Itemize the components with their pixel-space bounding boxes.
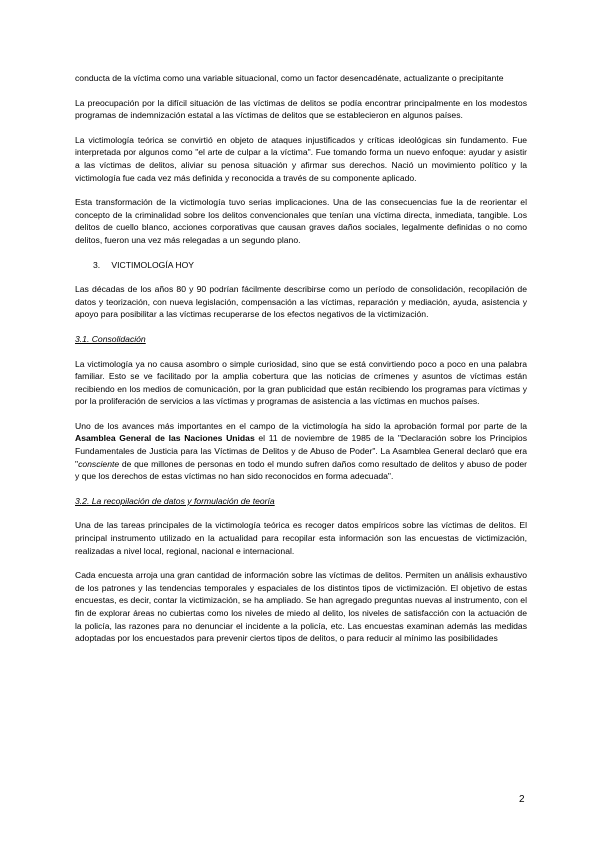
bold-text: Asamblea General de las Naciones Unidas [75,433,255,444]
subsection-heading: 3.2. La recopilación de datos y formulación de teoría [75,495,275,506]
section-heading [93,259,527,272]
section-number: 3. [93,259,101,270]
paragraph [75,420,527,483]
paragraph: Cada encuesta arroja una gran cantidad de información sobre las víctimas de delitos. Permiten un análisis exhaustivo de los patrones y las tendencias temporales y espaciales de los distintos tipos de victimización. El objetivo de estas encuestas, es decir, contar la victimización, se ha ampliado. Se han agregado preguntas nuevas al instrumento, con el fin de explorar áreas no cubiertas como los niveles de miedo al delito, los niveles de satisfacción con la actuación de la policía, las razones para no denunciar el incidente a la policía, etc. Las encuestas examinan además las medidas adoptadas por los encuestados para prevenir ciertos tipos de delitos, o para reducir al mínimo las posibilidades [75,570,527,644]
paragraph: Las décadas de los años 80 y 90 podrían fácilmente describirse como un período de consolidación, recopilación de datos y teorización, con nueva legislación, compensación a las víctimas, reparación y mediación, ayuda, asistencia y apoyo para posibilitar a las víctimas recuperarse de los efectos negativos de la victimización. [75,284,527,320]
subsection-heading: 3.1. Consolidación [75,333,146,344]
paragraph: Una de las tareas principales de la victimología teórica es recoger datos empíricos sobre las víctimas de delitos. El principal instrumento utilizado en la actualidad para recopilar esta información son las encuestas de victimización, realizadas a nivel local, regional, nacional e internacional. [75,520,527,556]
paragraph: La victimología ya no causa asombro o simple curiosidad, sino que se está convirtiendo poco a poco en una palabra familiar. Esto se ve facilitado por la amplia cobertura que las noticias de crímenes y asuntos de víctimas están recibiendo en los medios de comunicación, por la gran publicidad que están recibiendo los programas para víctimas y por la proliferación de servicios a las víctimas y programas de asistencia a las víctimas en muchos países. [75,358,527,407]
section-title: VICTIMOLOGÍA HOY [111,259,195,270]
italic-text: consciente [78,458,120,469]
paragraph: Esta transformación de la victimología tuvo serias implicaciones. Una de las consecuencias fue la de reorientar el concepto de la criminalidad sobre los delitos convencionales que tenían una víctima directa, inmediata, tangible. Los delitos de cuello blanco, acciones corporativas que causan graves daños sociales, legalmente definidas o no como delitos, fueron una vez más relegadas a un segundo plano. [75,197,527,245]
paragraph: La preocupación por la difícil situación de las víctimas de delitos se podía encontrar principalmente en los modestos programas de indemnización estatal a las víctimas de delitos que se establecieron en algunos países. [75,97,527,121]
text-run: Uno de los avances más importantes en el campo de la victimología ha sido la aprobación formal por parte de la [75,420,527,431]
document-body [75,72,527,657]
text-run: el 11 de noviembre de 1985 de la "Declaración sobre los Principios Fundamentales de Justicia para las Víctimas de Delitos y de Abuso de Poder". La Asamblea General declaró que era " [75,433,527,469]
page-number: 2 [519,794,525,805]
paragraph: conducta de la víctima como una variable situacional, como un factor desencadénate, actualizante o precipitante [75,73,504,83]
paragraph: La victimología teórica se convirtió en objeto de ataques injustificados y críticas ideológicas sin fundamento. Fue interpretada por algunos como "el arte de culpar a la víctima". Fue tomando forma un nuevo enfoque: ayudar y asistir a las víctimas de delitos, aliviar su penosa situación y afirmar sus derechos. Nació un movimiento político y la victimología fue cada vez más definida y reconocida a través de su componente aplicado. [75,134,527,183]
text-run: de que millones de personas en todo el mundo sufren daños como resultado de delitos y abuso de poder y que los derechos de estas víctimas no han sido reconocidos en forma adecuada". [75,458,527,482]
